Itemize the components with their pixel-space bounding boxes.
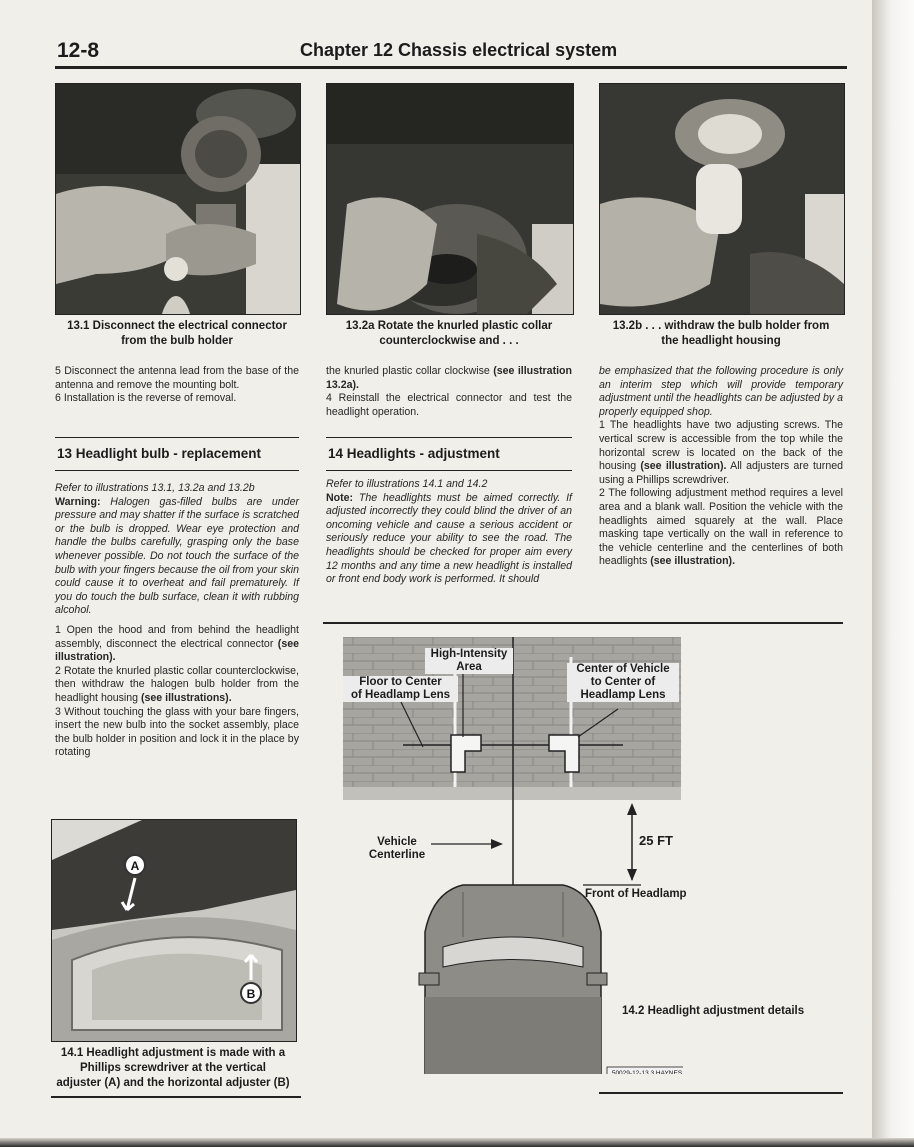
section-14-step-1	[599, 419, 843, 487]
label-vehicle-2: Centerline	[368, 849, 426, 861]
label-high-intensity-1: High-Intensity	[430, 648, 508, 660]
label-vehicle-centerline	[357, 836, 437, 862]
photo-13-2a-image	[327, 84, 573, 314]
s14-step-1-text: 1 The headlights have two adjusting screws. The vertical screw is accessible from the top while the horizontal screw is located on the back of the housing	[599, 419, 843, 473]
s14-step-1-tail: All adjusters are turned using a Phillips screwdriver.	[599, 460, 843, 486]
marker-b: B	[246, 987, 256, 1001]
label-floor-1: Floor to Center	[359, 676, 442, 688]
label-vehicle-1: Vehicle	[377, 836, 417, 848]
marker-a: A	[130, 859, 140, 873]
col3-text	[599, 365, 843, 569]
step-3-cont-text: the knurled plastic collar clockwise	[326, 365, 494, 377]
caption-13-2b-line1: 13.2b . . . withdraw the bulb holder from	[612, 320, 830, 332]
caption-13-2b-line2: the headlight housing	[661, 335, 781, 347]
para-6: 6 Installation is the reverse of removal.	[55, 392, 237, 405]
photo-14-1	[51, 819, 297, 1042]
caption-14-1-line3: adjuster (A) and the horizontal adjuster (B)	[56, 1077, 290, 1089]
section-13-title: 13 Headlight bulb - replacement	[57, 446, 262, 461]
section-14-note-cont: be emphasized that the following procedure is only an interim step which will provide temporary adjustment until the headlights can be adjusted by a properly equipped shop.	[599, 365, 843, 418]
step-3-cont-ref: (see illustration 13.2a).	[326, 365, 572, 391]
label-distance: 25 FT	[639, 833, 673, 848]
section-13-step-3: 3 Without touching the glass with your bare fingers, insert the new bulb into the socket assembly, place the bulb holder in position and lock it in the place by rotating	[55, 705, 299, 759]
label-center-3: Headlamp Lens	[580, 689, 666, 701]
section-13-refer: Refer to illustrations 13.1, 13.2a and 13.2b	[55, 482, 255, 494]
header-rule	[55, 66, 847, 69]
note-label: Note:	[326, 491, 354, 504]
warning-text: Halogen gas-filled bulbs are under pressure and may shatter if the surface is scratched or the bulb is dropped. Wear eye protection and handle the bulbs carefully, grasping only the base whenever possible. Do not touch the surface of the bulb with your fingers because the oil from your skin could cause it to overheat and fail prematurely. If you do touch the bulb surface, clean it with rubbing alcohol.	[55, 495, 299, 617]
label-center-1: Center of Vehicle	[576, 663, 670, 675]
caption-13-2a-line1: 13.2a Rotate the knurled plastic collar	[345, 320, 553, 332]
col3-end-rule	[323, 622, 843, 624]
section-13-body	[55, 482, 299, 760]
caption-13-2b	[599, 319, 843, 349]
photo-13-2a	[326, 83, 574, 315]
section-14-step-2	[599, 487, 843, 569]
photo-13-2b	[599, 83, 845, 315]
section-14-title: 14 Headlights - adjustment	[328, 446, 500, 461]
section-13-step-4: 4 Reinstall the electrical connector and test the headlight operation.	[326, 392, 572, 418]
s14-step-2-ref: (see illustration).	[650, 555, 736, 568]
book-spine-edge	[872, 0, 914, 1147]
caption-13-1	[55, 319, 299, 349]
section-13-step-1	[55, 624, 299, 665]
photo-13-2b-image	[600, 84, 844, 314]
section-13-heading	[55, 437, 299, 471]
section-13-step-3-cont	[326, 365, 572, 392]
s14-step-2-text: 2 The following adjustment method requires a level area and a blank wall. Position the vehicle with the headlights aimed squarely at the wall. Place masking tape vertically on the wall in reference to the vehicle centerline and the centerlines of both headlights	[599, 487, 843, 568]
step-2-ref: (see illustrations).	[141, 691, 232, 704]
label-center-to-center	[567, 663, 679, 702]
label-center-2: to Center of	[590, 676, 656, 688]
step-1-ref: (see illustration).	[55, 637, 299, 664]
col1-intro-text	[55, 365, 299, 406]
label-high-intensity	[425, 648, 513, 674]
label-floor-2: of Headlamp Lens	[350, 689, 451, 701]
chapter-title: Chapter 12 Chassis electrical system	[300, 40, 618, 60]
caption-13-2a-line2: counterclockwise and . . .	[379, 335, 519, 347]
photo-13-1	[55, 83, 301, 315]
section-13-warning	[55, 496, 299, 618]
caption-14-1-line1: 14.1 Headlight adjustment is made with a	[60, 1047, 286, 1059]
caption-13-1-line2: from the bulb holder	[121, 335, 233, 347]
figure-code: 50029-12-13.3 HAYNES	[611, 1070, 683, 1074]
section-14-heading	[326, 437, 572, 471]
section-14-refer: Refer to illustrations 14.1 and 14.2	[326, 478, 488, 490]
caption-14-1	[48, 1046, 298, 1091]
caption-13-1-line1: 13.1 Disconnect the electrical connector	[67, 320, 287, 332]
label-floor-to-center	[343, 676, 458, 702]
step-2-text: 2 Rotate the knurled plastic collar counterclockwise, then withdraw the halogen bulb holder from the headlight housing	[55, 664, 299, 704]
col2-top-text	[326, 365, 572, 419]
photo-13-1-image	[56, 84, 300, 314]
section-14-note	[326, 492, 572, 587]
section-13-step-2	[55, 665, 299, 706]
page-number: 12-8	[57, 39, 100, 62]
photo-14-1-image	[52, 820, 296, 1041]
page-bottom-shadow	[0, 1138, 914, 1147]
para-5: 5 Disconnect the antenna lead from the base of the antenna and remove the mounting bolt.	[55, 365, 299, 391]
section-14-body	[326, 478, 572, 587]
warning-label: Warning:	[55, 495, 101, 508]
col3-bottom-rule	[599, 1092, 843, 1094]
col1-bottom-rule	[51, 1096, 301, 1098]
step-1-text: 1 Open the hood and from behind the headlight assembly, disconnect the electrical connector	[55, 623, 299, 650]
label-high-intensity-2: Area	[456, 661, 482, 673]
caption-14-1-line2: Phillips screwdriver at the vertical	[80, 1062, 266, 1074]
caption-13-2a	[326, 319, 572, 349]
caption-14-2: 14.2 Headlight adjustment details	[622, 1005, 805, 1017]
label-front-of-headlamp: Front of Headlamp	[585, 888, 687, 900]
s14-step-1-ref: (see illustration).	[640, 460, 727, 473]
note-text: The headlights must be aimed correctly. If adjusted incorrectly they could blind the driver of an oncoming vehicle and cause a serious accident or seriously reduce your ability to see the road. The headlights should be checked for proper aim every 12 months and any time a new headlight is installed or front end body work is performed. It should	[326, 491, 572, 586]
